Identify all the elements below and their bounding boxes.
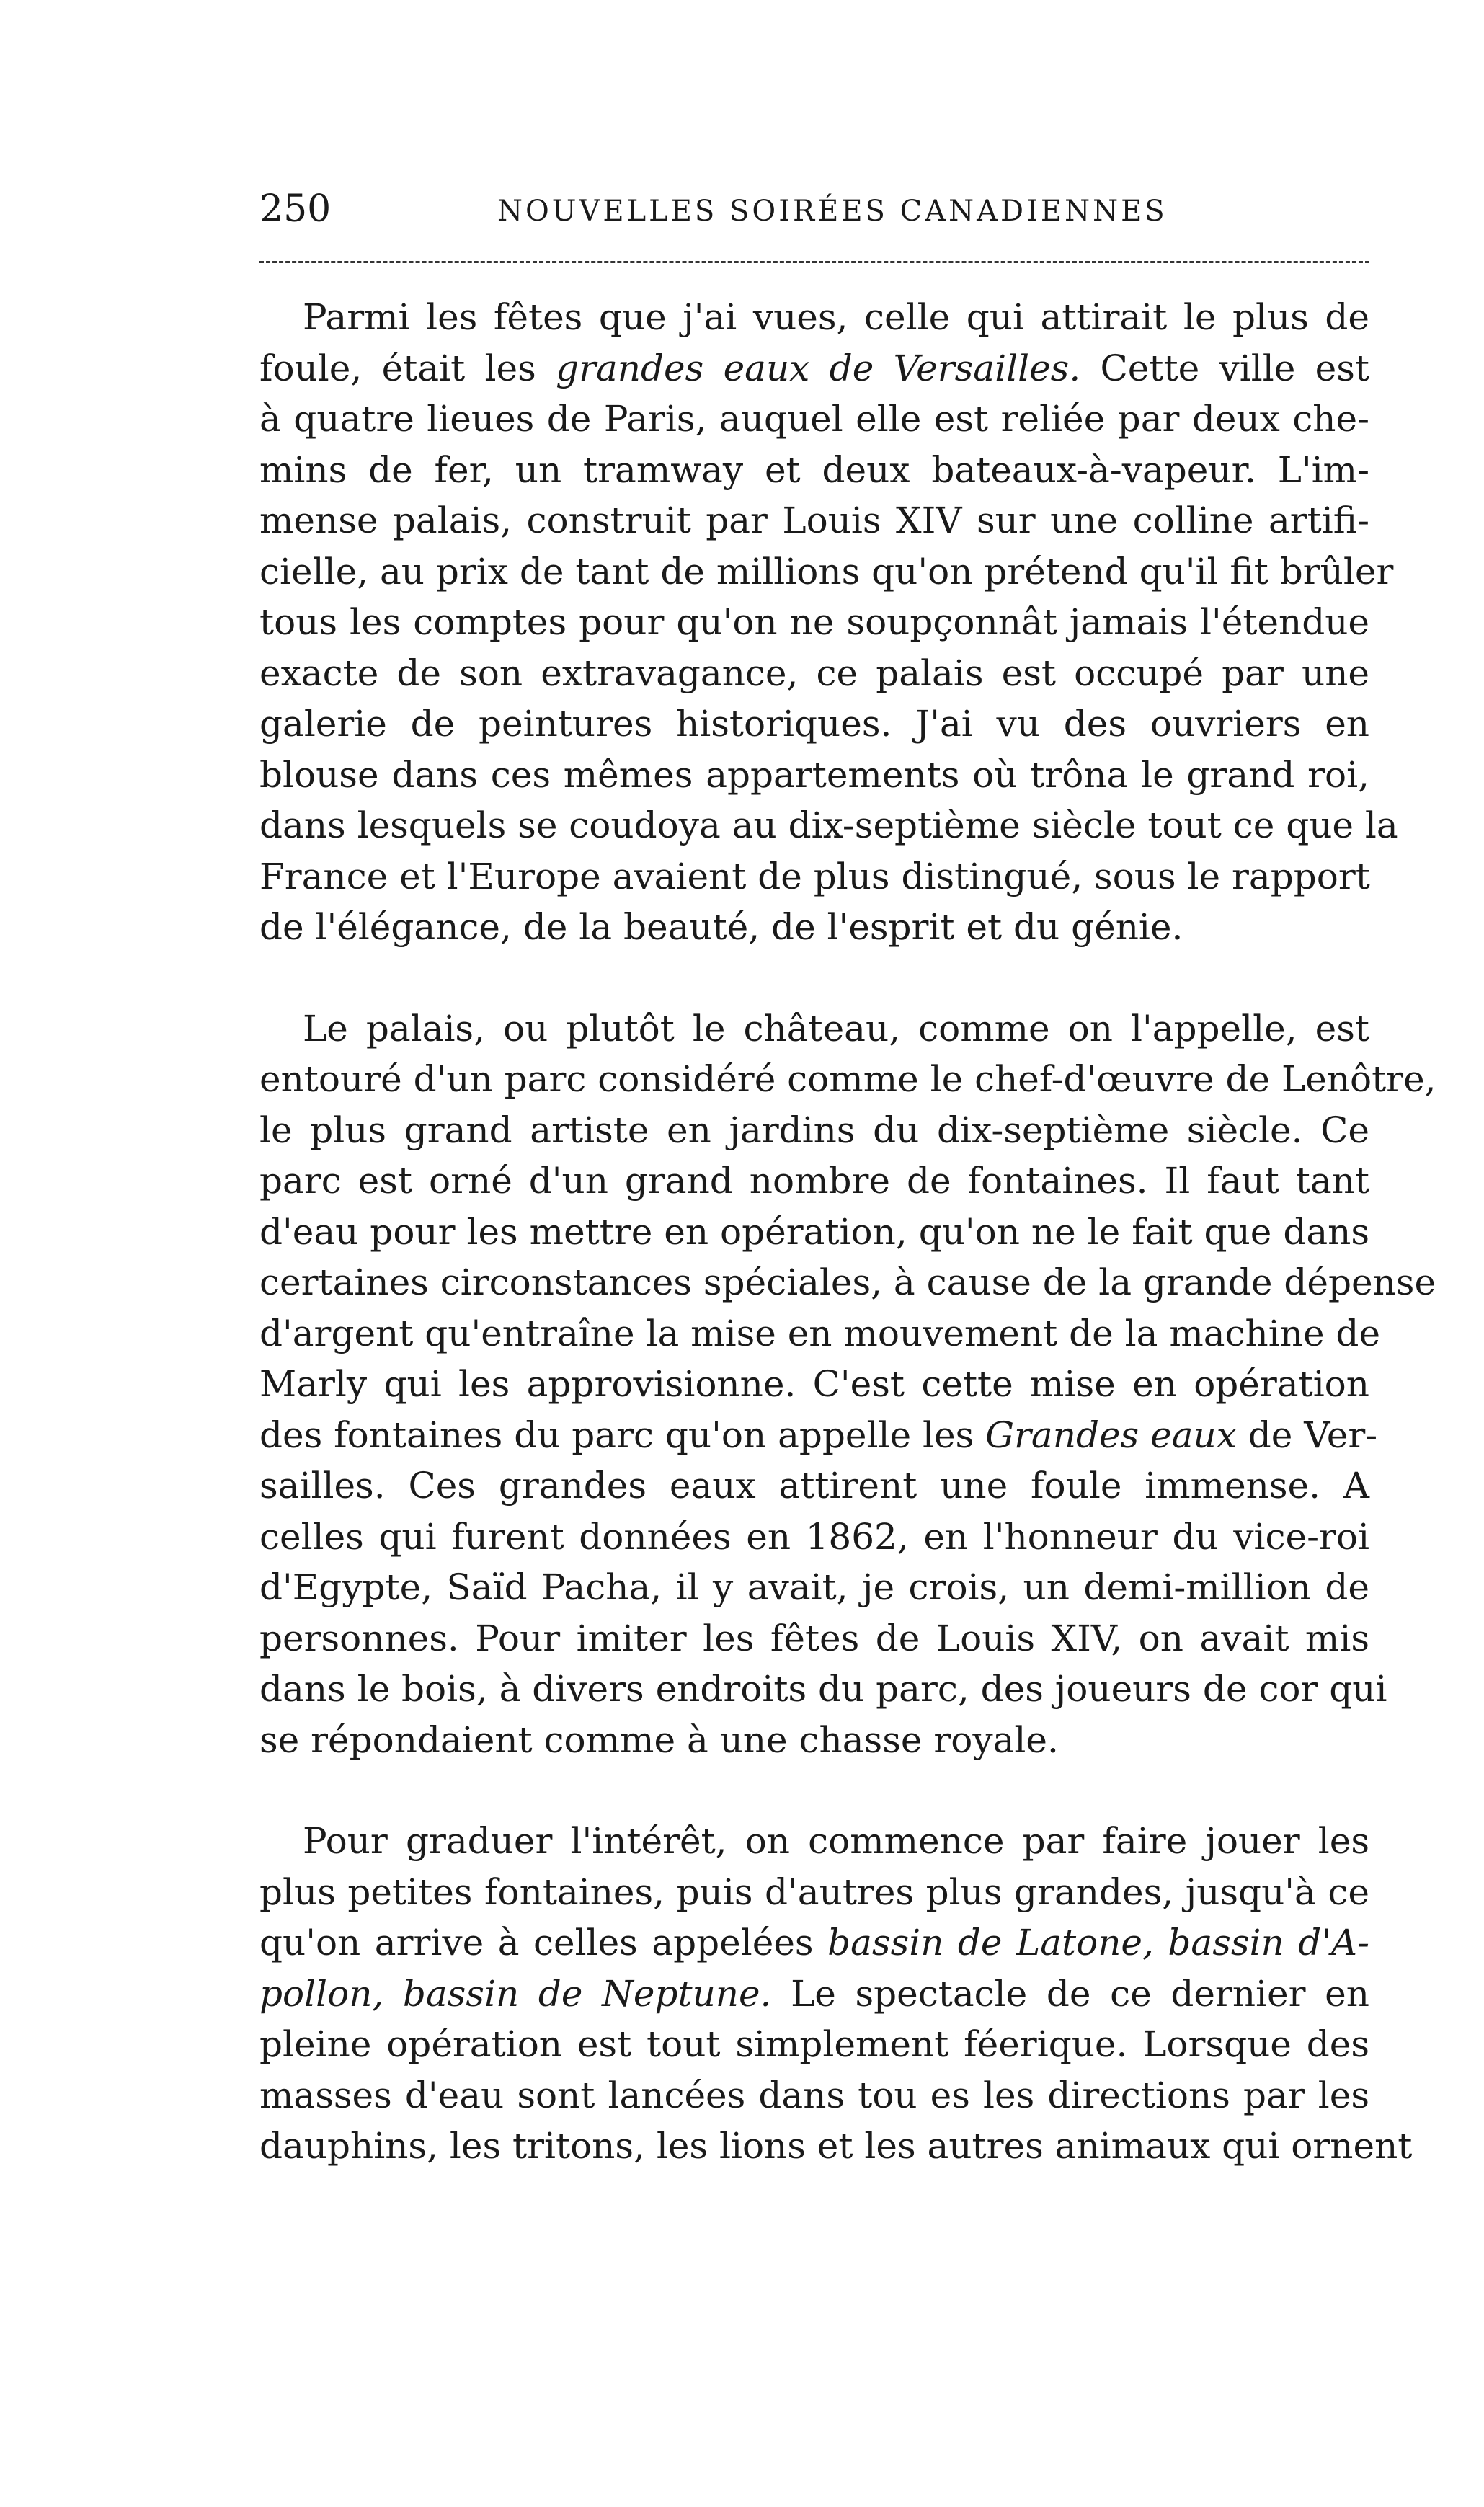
text-line [259,698,1369,750]
text-run: celles qui furent données en 1862, en l'honneur du vice-roi [259,1515,1369,1558]
text-line [259,597,1369,648]
text-run: sailles. Ces grandes eaux attirent une foule immense. A [259,1465,1369,1507]
text-run: d'eau pour les mettre en opération, qu'on ne le fait que dans [259,1210,1369,1253]
text-run: de Ver- [1236,1414,1378,1456]
text-line [259,800,1398,851]
text-run: tous les comptes pour qu'on ne soupçonnât jamais l'étendue [259,601,1369,643]
text-run: masses d'eau sont lancées dans tou es les directions par les [259,2074,1369,2116]
paragraph [259,1816,1413,2172]
text-run: dans lesquels se coudoya au dix-septième siècle tout ce que la [259,804,1398,846]
text-line [259,1917,1369,1969]
text-run: plus petites fontaines, puis d'autres plus grandes, jusqu'à ce [259,1871,1369,1913]
body-text [259,292,1436,2172]
text-line [259,445,1369,496]
text-line [259,2121,1413,2172]
text-run: foule, était les [259,347,556,389]
header-rule [259,261,1369,263]
text-run: de l'élégance, de la beauté, de l'esprit et du génie. [259,906,1183,948]
text-line [259,1207,1369,1258]
paragraph [259,292,1398,953]
text-run: dans le bois, à divers endroits du parc, des joueurs de cor qui [259,1668,1387,1710]
italic-run: Grandes eaux [985,1414,1237,1456]
page-number: 250 [259,187,332,231]
text-line [259,546,1394,598]
text-line [259,1969,1369,2020]
text-run: se répondaient comme à une chasse royale. [259,1718,1059,1761]
text-line [259,1867,1369,1918]
text-run: blouse dans ces mêmes appartements où trôna le grand roi, [259,753,1369,796]
text-line [259,1359,1369,1410]
page-header [259,184,1369,241]
text-line [259,1003,1369,1055]
text-line [259,648,1369,699]
running-title: NOUVELLES SOIRÉES CANADIENNES [497,195,1168,228]
paragraph [259,1003,1436,1766]
italic-run: pollon, bassin de Neptune. [259,1972,772,2015]
text-run: mense palais, construit par Louis XIV sur une colline artifi- [259,500,1369,541]
text-run: le plus grand artiste en jardins du dix-septième siècle. Ce [259,1109,1369,1151]
text-run: mins de fer, un tramway et deux bateaux-à-vapeur. L'im- [259,448,1369,491]
text-line [259,1105,1369,1156]
text-run: Le palais, ou plutôt le château, comme on l'appelle, est [303,1007,1369,1050]
italic-run: bassin de Latone, bassin d'A- [827,1922,1369,1964]
text-line [259,292,1369,343]
text-run: galerie de peintures historiques. J'ai vu des ouvriers en [259,703,1369,745]
text-run: personnes. Pour imiter les fêtes de Louis XIV, on avait mis [259,1617,1369,1659]
text-run: Marly qui les approvisionne. C'est cette mise en opération [259,1363,1369,1405]
text-line [259,495,1369,546]
text-line [259,851,1369,902]
text-line [259,902,1369,953]
text-run: à quatre lieues de Paris, auquel elle est reliée par deux che- [259,398,1369,440]
text-line [259,1054,1436,1105]
text-run: entouré d'un parc considéré comme le chef-d'œuvre de Lenôtre, [259,1058,1436,1100]
text-run: qu'on arrive à celles appelées [259,1922,828,1964]
text-line [259,1410,1378,1461]
text-run: dauphins, les tritons, les lions et les autres animaux qui ornent [259,2125,1413,2167]
text-run: d'Egypte, Saïd Pacha, il y avait, je crois, un demi-million de [259,1566,1369,1608]
text-line [259,1715,1369,1766]
text-run: Pour graduer l'intérêt, on commence par faire jouer les [303,1820,1369,1862]
text-run: Le spectacle de ce dernier en [771,1972,1369,2015]
text-line [259,1664,1387,1715]
text-line [259,2070,1369,2121]
text-run: cielle, au prix de tant de millions qu'on prétend qu'il fit brûler [259,550,1394,593]
text-run: certaines circonstances spéciales, à cause de la grande dépense [259,1261,1436,1303]
text-line [259,1460,1369,1512]
text-run: exacte de son extravagance, ce palais est occupé par une [259,652,1369,694]
text-line [259,1816,1369,1867]
text-run: France et l'Europe avaient de plus distingué, sous le rapport [259,855,1370,897]
text-run: d'argent qu'entraîne la mise en mouvement de la machine de [259,1312,1381,1354]
text-run: parc est orné d'un grand nombre de fontaines. Il faut tant [259,1160,1369,1202]
text-run: des fontaines du parc qu'on appelle les [259,1414,986,1456]
text-line [259,1562,1369,1613]
text-line [259,1257,1436,1308]
text-run: pleine opération est tout simplement féerique. Lorsque des [259,2023,1369,2065]
text-line [259,1613,1369,1664]
text-line [259,1308,1381,1359]
text-line [259,1155,1369,1207]
text-run: Parmi les fêtes que j'ai vues, celle qui attirait le plus de [303,296,1369,338]
italic-run: grandes eaux de Versailles. [556,347,1081,389]
text-line [259,750,1369,801]
text-line [259,394,1369,445]
text-line [259,343,1369,394]
text-line [259,1512,1369,1563]
text-line [259,2019,1369,2070]
text-run: Cette ville est [1080,347,1369,389]
